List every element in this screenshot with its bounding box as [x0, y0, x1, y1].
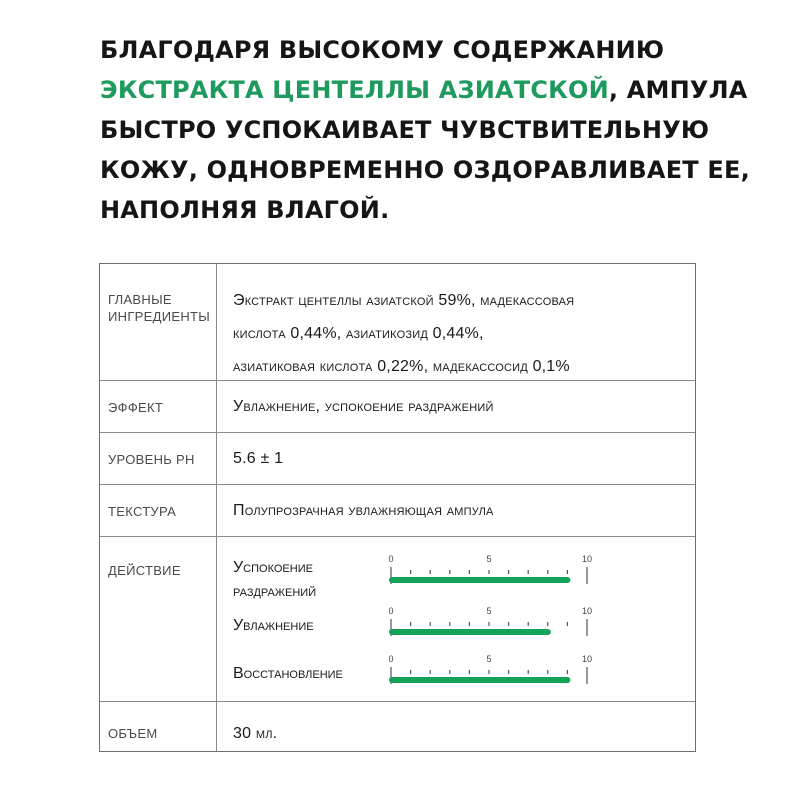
headline-line-5: НАПОЛНЯЯ ВЛАГОЙ. [100, 196, 390, 224]
texture-value: Полупрозрачная увлажняющая ампула [233, 502, 494, 519]
headline-line-4: КОЖУ, ОДНОВРЕМЕННО ОЗДОРАВЛИВАЕТ ЕЕ, [100, 156, 750, 184]
headline-line-3: БЫСТРО УСПОКАИВАЕТ ЧУВСТВИТЕЛЬНУЮ [100, 116, 710, 144]
action-item-label-soothing [233, 556, 316, 604]
action-item-label-restoration [233, 662, 343, 686]
volume-value: 30 мл. [233, 725, 278, 742]
effect-value: Увлажнение, успокоение раздражений [233, 398, 494, 415]
scale-label-max: 10 [581, 654, 593, 664]
gauge-soothing [388, 553, 593, 587]
row-divider [100, 536, 695, 537]
headline-line-2 [100, 70, 748, 110]
ph-label: УРОВЕНЬ PH [108, 452, 195, 467]
gauge-svg [388, 605, 593, 639]
gauge-svg [388, 553, 593, 587]
scale-label-mid: 5 [486, 654, 492, 664]
gauge-moisturizing [388, 605, 593, 639]
scale-label-max: 10 [581, 606, 593, 616]
row-divider [100, 701, 695, 702]
spec-table [99, 263, 696, 752]
ingredients-label-line-2: ИНГРЕДИЕНТЫ [108, 309, 211, 324]
scale-label-mid: 5 [486, 606, 492, 616]
volume-label: ОБЪЕМ [108, 726, 158, 741]
gauge-restoration [388, 653, 593, 687]
ingredients-value-line-3: азиатиковая кислота 0,22%, мадекассосид 0,1% [233, 358, 570, 375]
headline [100, 30, 750, 230]
ingredients-value-line-2: кислота 0,44%, азиатикозид 0,44%, [233, 325, 484, 342]
scale-label-mid: 5 [486, 554, 492, 564]
action-label: ДЕЙСТВИЕ [108, 563, 181, 578]
gauge-svg [388, 653, 593, 687]
row-divider [100, 484, 695, 485]
ingredients-value [233, 284, 574, 383]
action-item-label-line-1: Восстановление [233, 665, 343, 682]
ingredients-value-line-1: Экстракт центеллы азиатской 59%, мадекассовая [233, 292, 575, 309]
action-item-label-moisturizing [233, 614, 314, 638]
scale-label-min: 0 [388, 606, 394, 616]
action-item-label-line-1: Успокоение [233, 559, 313, 576]
row-divider [100, 432, 695, 433]
effect-label: ЭФФЕКТ [108, 400, 164, 415]
ingredients-label [108, 291, 210, 325]
headline-line-2-rest: , АМПУЛА [608, 76, 748, 104]
ph-value: 5.6 ± 1 [233, 450, 284, 467]
scale-label-max: 10 [581, 554, 593, 564]
column-divider [216, 264, 217, 751]
action-item-label-line-2: раздражений [233, 583, 317, 600]
ingredients-label-line-1: ГЛАВНЫЕ [108, 292, 172, 307]
texture-label: ТЕКСТУРА [108, 504, 177, 519]
action-item-label-line-1: Увлажнение [233, 617, 314, 634]
headline-accent: ЭКСТРАКТА ЦЕНТЕЛЛЫ АЗИАТСКОЙ [100, 76, 609, 104]
scale-label-min: 0 [388, 554, 394, 564]
scale-label-min: 0 [388, 654, 394, 664]
headline-line-1: БЛАГОДАРЯ ВЫСОКОМУ СОДЕРЖАНИЮ [100, 36, 665, 64]
